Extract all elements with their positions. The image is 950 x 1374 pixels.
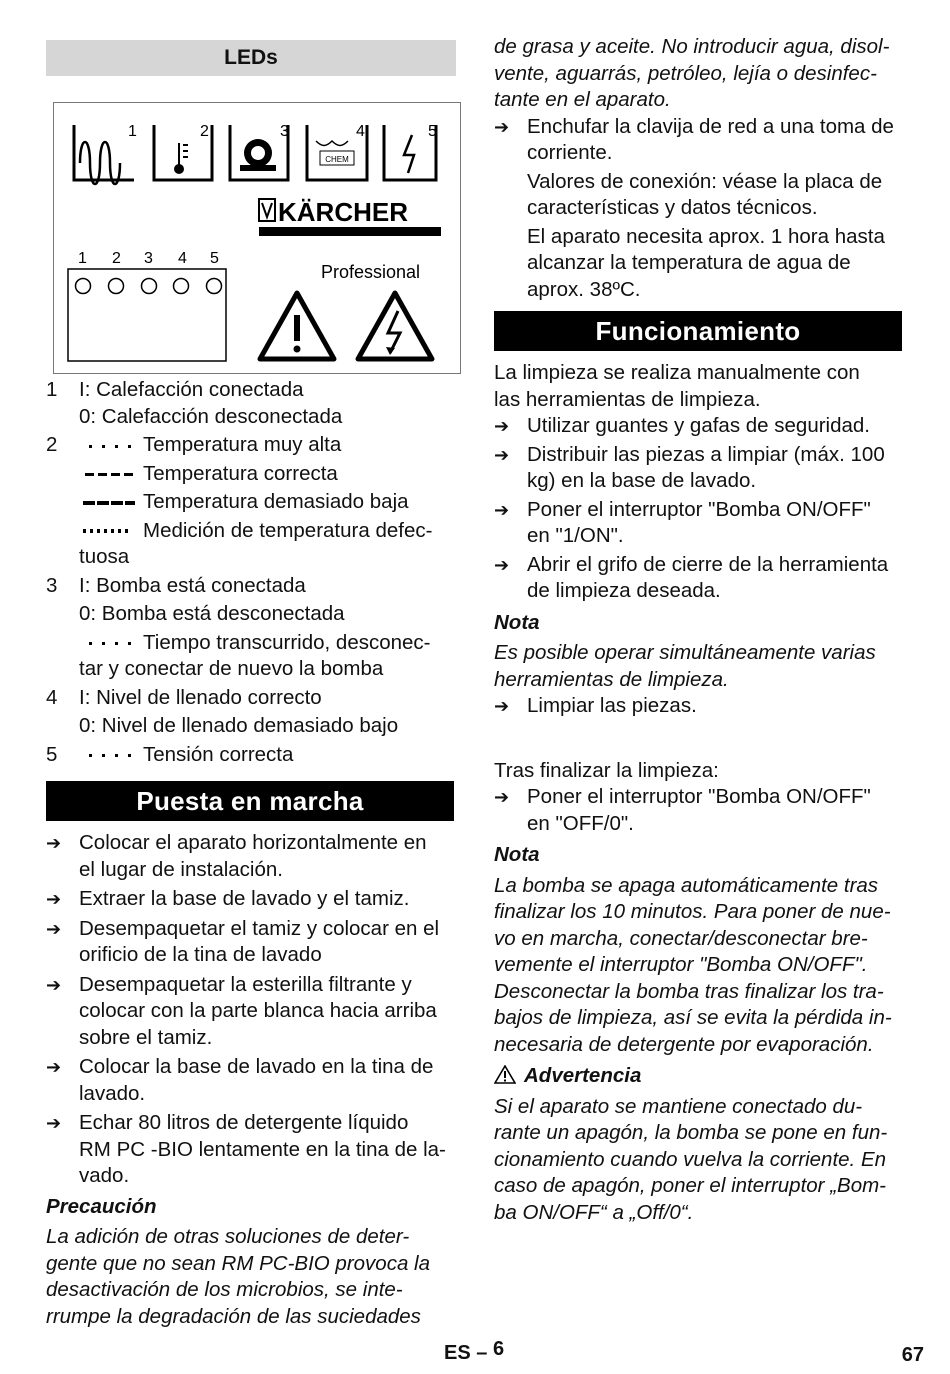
puesta-section [46,781,454,1330]
list-item: ➔ Desempaquetar la esterilla filtrante y colocar con la parte blanca hacia arriba sobre el tamiz. [46,972,437,1049]
arrow-icon: ➔ [46,889,62,909]
legend-item-5: 5 Tensión correcta [46,742,454,769]
chem-label: CHEM [325,155,349,164]
panel-drawing [54,103,460,373]
arrow-icon: ➔ [46,918,62,939]
footer-section-label: ES – 6 [444,1338,505,1364]
list-item: ➔ Abrir el grifo de cierre de la herramienta de limpieza deseada. [494,552,889,602]
after-cleaning-title: Tras finalizar la limpieza: [494,758,719,782]
led-number-1: 1 [78,250,87,267]
funcionamiento-intro: La limpieza se realiza manualmente con las herramientas de limpieza. [494,361,860,411]
fine-dots-pattern-icon [79,518,143,545]
legend-number: 3 [46,573,58,597]
legend-item-1: 1 I: Calefacción conectada 0: Calefacción desconectada [46,378,343,428]
list-item: ➔ Colocar la base de lavado en la tina de lavado. [46,1055,434,1105]
arrow-icon: ➔ [46,833,62,853]
arrow-icon: ➔ [494,499,510,520]
list-item: ➔ Enchufar la clavija de red a una toma de corriente. [494,114,894,164]
brand-bar [259,227,441,236]
page-number: 67 [901,1344,924,1366]
arrow-icon: ➔ [494,787,510,807]
list-item: ➔ Distribuir las piezas a limpiar (máx. 100 kg) en la base de lavado. [494,442,885,492]
caution-text: La adición de otras soluciones de deter- gente que no sean RM PC-BIO provoca la desactivación de los microbios, se inte- rrumpe la degradación de las suciedades [46,1225,431,1328]
arrow-icon: ➔ [494,554,510,575]
leds-legend [46,377,454,768]
brand-professional: Professional [321,262,421,282]
legend-number: 5 [46,742,58,766]
funcionamiento-heading: Funcionamiento [494,311,902,351]
arrow-icon: ➔ [46,1057,62,1077]
arrow-icon: ➔ [46,1113,62,1133]
list-item: ➔ Utilizar guantes y gafas de seguridad. [494,413,902,440]
icon-number-5: 5 [428,123,437,140]
led-number-5: 5 [210,250,219,267]
legend-item-2: 2 Temperatura muy alta Temperatura correcta Temperatura demasiado baja Medición de temperatura defec- tuosa [46,433,433,568]
puesta-heading: Puesta en marcha [46,781,454,821]
list-item: ➔ Limpiar las piezas. [494,693,902,720]
right-top [494,34,904,303]
icon-number-3: 3 [280,123,289,140]
icon-number-2: 2 [200,123,209,140]
list-item: ➔ Poner el interruptor "Bomba ON/OFF" en "OFF/0". [494,785,871,835]
list-item: ➔ Poner el interruptor "Bomba ON/OFF" en "1/ON". [494,497,871,547]
long-dashes-pattern-icon [79,489,143,516]
led-control-panel [53,102,461,374]
brand-name: KÄRCHER [278,197,408,227]
arrow-icon: ➔ [46,974,62,995]
caution-continuation: de grasa y aceite. No introducir agua, disol- vente, aguarrás, petróleo, lejía o desinfec- tante en el aparato. [494,35,890,111]
dots-pattern-icon [79,630,143,657]
puesta-steps [46,830,454,1190]
general-warning-icon [260,293,334,359]
caution-title: Precaución [46,1194,157,1218]
list-item: ➔ Desempaquetar el tamiz y colocar en el orificio de la tina de lavado [46,916,440,966]
led-number-3: 3 [144,250,153,267]
short-dashes-pattern-icon [79,461,143,488]
led-frame [68,269,226,361]
legend-item-3: 3 I: Bomba está conectada 0: Bomba está desconectada Tiempo transcurrido, desconec- tar y conectar de nuevo la bomba [46,573,431,680]
arrow-icon: ➔ [494,444,510,465]
list-item: ➔ Echar 80 litros de detergente líquido RM PC -BIO lentamente en la tina de la- vado. [46,1111,446,1187]
warning-title: Advertencia [494,1063,902,1090]
note-title: Nota [494,610,540,634]
list-item: ➔ Extraer la base de lavado y el tamiz. [46,886,454,913]
legend-item-4: 4 I: Nivel de llenado correcto 0: Nivel de llenado demasiado bajo [46,685,399,737]
icon-number-4: 4 [356,123,365,140]
list-item: ➔ Colocar el aparato horizontalmente en el lugar de instalación. [46,831,427,881]
warning-text: Si el aparato se mantiene conectado du- rante un apagón, la bomba se pone en fun- cionamiento cuando vuelva la corriente. En caso de apagón, poner el interruptor „Bom- ba ON/OFF“ a „Off/0“. [494,1094,888,1224]
led-number-4: 4 [178,250,187,267]
legend-number: 4 [46,685,58,709]
led-number-2: 2 [112,250,121,267]
arrow-icon: ➔ [494,116,510,137]
leds-heading: LEDs [46,40,456,76]
dots-pattern-icon [79,742,143,769]
arrow-icon: ➔ [494,696,510,716]
icon-number-1: 1 [128,123,137,140]
arrow-icon: ➔ [494,416,510,436]
led-lights [76,279,222,294]
note-title: Nota [494,843,540,866]
warning-triangle-icon [494,1065,516,1084]
dots-pattern-icon [79,432,143,459]
legend-number: 2 [46,433,58,456]
legend-number: 1 [46,378,58,401]
connection-values: Valores de conexión: véase la placa de características y datos técnicos. [527,169,883,219]
heat-up-time: El aparato necesita aprox. 1 hora hasta alcanzar la temperatura de agua de aprox. 38ºC. [527,224,885,301]
note-text: La bomba se apaga automáticamente tras finalizar los 10 minutos. Para poner de nue- vo en marcha, conectar/desconectar bre- vemente el interruptor "Bomba ON/OFF". Desconectar la bomba tras finalizar los tra- bajos de limpieza, así se evita la pérdida in- necesaria de detergente por evaporación. [494,873,892,1056]
electrical-warning-icon [358,293,432,359]
heating-coil-icon [74,125,134,184]
funcionamiento-section [494,311,902,1226]
note-text: Es posible operar simultáneamente varias herramientas de limpieza. [494,641,876,691]
